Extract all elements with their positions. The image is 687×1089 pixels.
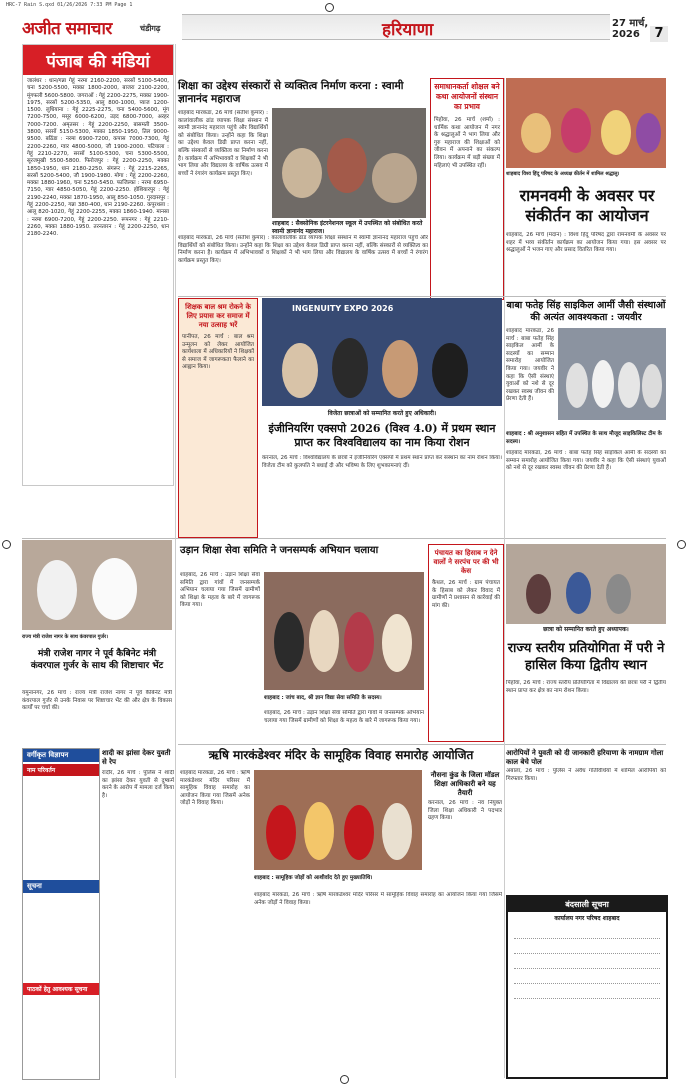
article-headline: पंचायत का हिसाब न देने वालों ने सरपंच पर की भी केस <box>433 548 499 575</box>
article-photo <box>506 78 666 168</box>
masthead <box>22 14 667 40</box>
article-box <box>430 78 504 300</box>
article-headline: ऋषि मारकंडेश्वर मंदिर के सामूहिक विवाह समारोह आयोजित <box>208 748 474 762</box>
photo-caption: राज्य मंत्री राजेश नागर के साथ कंवरपाल गुर्जर। <box>22 634 109 640</box>
notice-title: बंदसाली सूचना <box>508 897 666 912</box>
article-headline: बाबा फतेह सिंह साइकिल आर्मी जैसी संस्थाओं की अत्यंत आवश्यकता : जयवीर <box>506 300 666 323</box>
article-headline: नौसना कुंड के जिला मॉडल शिक्षा आधिकारी बने यह तैयारी <box>430 770 500 797</box>
article-body: शाहबाद मारकंडा, 26 मार्च (सतीश कुमार) : कालांवालीक ढांड व्यापक शिक्षा संस्थान में स्वामी ज्ञानानंद महाराज पहुंचे और विद्यार्थियों को संबोधित किया। उन्होंने कहा कि शिक्षा का उद्देश्य केवल डिग्री प्राप्त करना नहीं, बल्कि संस्कारों से व्यक्तित्व का निर्माण करना है। कार्यक्रम में अभिभावकों व शिक्षकों ने भी भाग लिया और विद्यालय के वार्षिक उत्सव में बच्चों ने रंगारंग कार्यक्रम प्रस्तुत किए। <box>178 110 268 177</box>
article-photo <box>506 544 666 624</box>
article-box <box>428 544 504 742</box>
reader-notice-head: पाठकों हेतु आवश्यक सूचना <box>23 983 99 995</box>
public-notice-box <box>506 895 668 1079</box>
article-headline: शादी का झांसा देकर युवती से रेप <box>102 748 171 766</box>
notice-office: कार्यालय नगर परिषद शाहबाद <box>554 915 620 922</box>
photo-caption: शाहबाद : सामूहिक जोड़ों को आशीर्वाद देते हुए मुख्यातिथि। <box>254 875 373 881</box>
article-body: शाहबाद, 26 मार्च (मदान) : विश्व हिंदू परिषद द्वारा रामनवमी के अवसर पर शहर में भव्य संकीर्तन कार्यक्रम का आयोजन किया गया। इस अवसर पर श्रद्धालुओं ने भजन गाए और प्रसाद वितरित किया गया। <box>506 232 666 254</box>
article-body-cont: शाहबाद मारकंडा, 26 मार्च : बाबा फतेह सिंह साइकिल आर्मी के सदस्यों का सम्मान समारोह आयोजित किया गया। जयवीर ने कहा कि ऐसी संस्थाएं युवाओं को नशे से दूर रखकर स्वस्थ जीवन की प्रेरणा देती हैं। <box>506 450 666 472</box>
classifieds-box <box>22 748 100 1080</box>
article-photo <box>272 108 426 218</box>
photo-caption: शाहबाद : जांच बाद, श्री ज्ञान विद्या सेवा समिति के सदस्य। <box>264 695 382 701</box>
article-body: पानीपत, 26 मार्च : बाल श्रम उन्मूलन को लेकर आयोजित कार्यशाला में अधिकारियों ने शिक्षकों से समाज में जागरूकता फैलाने का आह्वान किया। <box>182 334 254 371</box>
photo-caption: छात्रा को सम्मानित करते हुए अध्यापक। <box>543 626 629 633</box>
article-headline: आरोपियों ने युवती को दी जानकारी हरियाणा के नामग्राम गोला काल बेचे पोल <box>506 748 664 766</box>
article-body: करनाल, 26 मार्च : नव नियुक्त जिला शिक्षा अधिकारी ने पदभार ग्रहण किया। <box>428 800 502 822</box>
article-headline: इंजीनियरिंग एक्सपो 2026 (विश्व 4.0) में प्रथम स्थान प्राप्त कर विश्वविद्यालय का नाम किया रोशन <box>268 422 496 449</box>
article-body-cont: शाहबाद मारकंडा, 26 मार्च (सतीश कुमार) : कालांवालीक ढांड व्यापक शिक्षा संस्थान में स्वामी ज्ञानानंद महाराज पहुंचे और विद्यार्थियों को संबोधित किया। उन्होंने कहा कि शिक्षा का उद्देश्य केवल डिग्री प्राप्त करना नहीं, बल्कि संस्कारों से व्यक्तित्व का निर्माण करना है। कार्यक्रम में अभिभावकों व शिक्षकों ने भी भाग लिया और विद्यालय के वार्षिक उत्सव में बच्चों ने रंगारंग कार्यक्रम प्रस्तुत किए। <box>178 235 428 264</box>
article-headline: मंत्री राजेश नागर ने पूर्व कैबिनेट मंत्री कंवरपाल गुर्जर के साथ की शिष्टाचार भेंट <box>30 649 164 671</box>
registration-mark <box>677 540 686 549</box>
article-body-cont: शाहबाद, 26 मार्च : उड़ान शिक्षा सेवा समिति द्वारा गांवों में जनसम्पर्क अभियान चलाया गया जिसमें ग्रामीणों को शिक्षा के महत्व के बारे में जागरूक किया गया। <box>264 710 424 724</box>
article-body: शाहबाद मारकंडा, 26 मार्च : बाबा फतेह सिंह साइकिल आर्मी के सदस्यों का सम्मान समारोह आयोजित किया गया। जयवीर ने कहा कि ऐसी संस्थाएं युवाओं को नशे से दूर रखकर स्वस्थ जीवन की प्रेरणा देती हैं। <box>506 328 554 403</box>
photo-caption: विजेता छात्राओं को सम्मानित करते हुए अधिकारी। <box>327 410 437 417</box>
article-body: अंबाला, 26 मार्च : पुलिस ने अवैध गतिविधियों में शामिल आरोपियों को गिरफ्तार किया। <box>506 768 666 782</box>
article-photo <box>254 770 422 870</box>
article-headline: शिक्षा का उद्देश्य संस्कारों से व्यक्तित्व निर्माण करना : स्वामी ज्ञानानंद महाराज <box>178 80 404 105</box>
edition-city: चंडीगढ़ <box>140 24 161 33</box>
newspaper-logo: अजीत समाचार <box>22 19 112 39</box>
article-photo <box>558 328 666 420</box>
article-photo <box>262 298 502 406</box>
article-headline: शिक्षक बाल श्रम रोकने के लिए प्रयास कर समाज में नया उत्साह भरें <box>185 302 251 329</box>
mandi-title: पंजाब की मंडियां <box>23 45 173 75</box>
print-slug: HRC-7 Rain S.qxd 01/26/2026 7:33 PM Page 1 <box>6 2 133 8</box>
issue-date: 27 मार्च, 2026 <box>612 18 649 40</box>
classifieds-head: वर्गीकृत विज्ञापन <box>23 749 99 762</box>
page-number: 7 <box>650 26 668 42</box>
article-photo <box>22 540 172 630</box>
article-headline: राज्य स्तरीय प्रतियोगिता में परी ने हासिल किया द्वितीय स्थान <box>507 641 665 673</box>
expo-banner: INGENUITY EXPO 2026 <box>292 304 394 313</box>
article-body: शाहबाद, 26 मार्च : उड़ान शिक्षा सेवा समिति द्वारा गांवों में जनसम्पर्क अभियान चलाया गया जिसमें ग्रामीणों को शिक्षा के महत्व के बारे में जागरूक किया गया। <box>180 572 260 609</box>
section-title: हरियाणा <box>382 20 434 40</box>
registration-mark <box>325 3 334 12</box>
article-headline: समाधानकर्ता शोक्षल बने कथा आयोजनों संस्थान का प्रभाव <box>434 82 500 111</box>
article-body: पिहोवा, 26 मार्च : राज्य स्तरीय प्रतियोगिता में विद्यालय की छात्रा परी ने द्वितीय स्थान प्राप्त कर क्षेत्र का नाम रोशन किया। <box>506 680 666 694</box>
article-photo <box>264 572 424 690</box>
article-body: रादौर, 26 मार्च : पुलिस ने शादी का झांसा देकर युवती से दुष्कर्म करने के आरोप में मामला दर्ज किया है। <box>102 770 174 799</box>
article-body: करनाल, 26 मार्च : विश्वविद्यालय के छात्रों ने इंजीनियरिंग एक्सपो में प्रथम स्थान प्राप्त कर संस्थान का नाम रोशन किया। विजेता टीम को कुलपति ने बधाई दी और भविष्य के लिए शुभकामनाएं दीं। <box>262 455 502 469</box>
classified-text <box>23 776 99 880</box>
article-body: शाहबाद मारकंडा, 26 मार्च : ऋषि मारकंडेश्वर मंदिर परिसर में सामूहिक विवाह समारोह का आयोजन किया गया जिसमें अनेक जोड़ों ने विवाह किया। <box>180 770 250 807</box>
photo-caption: शाहबाद विश्व हिंदू परिषद के अध्यक्ष कीर्तन में शामिल श्रद्धालु। <box>506 171 620 177</box>
article-headline: उड़ान शिक्षा सेवा समिति ने जनसम्पर्क अभियान चलाया <box>180 545 379 556</box>
photo-caption: शाहबाद : सैक्सोनिक इंटरनेशनल स्कूल में उपस्थित को संबोधित करते स्वामी ज्ञानानंद महाराज। <box>272 220 423 235</box>
article-box <box>178 298 258 538</box>
mandi-rates-text: जालंधर : धान/गन्ना गेहूं नरमा 2160-2200, सरसों 5100-5400, चना 5200-5500, मक्का 1800-2000, बाजरा 2100-2200, मूंगफली 5600-5800. जगराओं : गेहूं 2200-2275, मक्का 1900-1975, सरसों 5200-5350, आलू 800-1000, प्याज 1200-1500. लुधियाना : गेहूं 2225-2275, चना 5400-5600, मूंग 7200-7500, मसूर 6000-6200, उड़द 6800-7000, अरहर 7000-7200. अमृतसर : गेहूं 2200-2250, बासमती 3500-3800, सरसों 5150-5300, मक्का 1850-1950, तिल 9000-9500. बठिंडा : नरमा 6900-7200, कपास 7000-7300, गेहूं 2200-2260, ग्वार 4800-5000, जौ 1900-2000. पटियाला : गेहूं 2210-2270, सरसों 5100-5300, चना 5300-5500, सूरजमुखी 5500-5800. फिरोजपुर : गेहूं 2200-2250, मक्का 1850-1950, धान 2180-2250. संगरूर : गेहूं 2215-2265, सरसों 5200-5400, जौ 1900-1980. मोगा : गेहूं 2200-2260, मक्का 1880-1960, चना 5250-5450. फाजिल्का : नरमा 6950-7150, ग्वार 4850-5050, गेहूं 2200-2250. होशियारपुर : गेहूं 2190-2240, मक्का 1870-1950, आलू 850-1050. गुरदासपुर : गेहूं 2200-2250, गन्ना 380-400, धान 2190-2260. कपूरथला : आलू 820-1020, गेहूं 2200-2255, मक्का 1860-1940. मानसा : नरमा 6900-7200, गेहूं 2200-2250. रूपनगर : गेहूं 2210-2260, मक्का 1880-1950. तरनतारन : गेहूं 2200-2250, धान 2180-2240. <box>27 78 169 238</box>
article-headline: रामनवमी के अवसर पर संकीर्तन का आयोजन <box>519 186 655 225</box>
registration-mark <box>340 1075 349 1084</box>
classifieds-sub: नाम परिवर्तन <box>23 764 99 776</box>
article-body-cont: शाहबाद मारकंडा, 26 मार्च : ऋषि मारकंडेश्वर मंदिर परिसर में सामूहिक विवाह समारोह का आयोजन किया गया जिसमें अनेक जोड़ों ने विवाह किया। <box>254 892 502 906</box>
article-body: कैथल, 26 मार्च : ग्राम पंचायत के हिसाब को लेकर विवाद में ग्रामीणों ने प्रशासन से कार्रवाई की मांग की। <box>432 580 500 609</box>
photo-caption: शाहबाद : श्री अनुशासन सहित में उपस्थित के साथ मौजूद साइकिलिस्ट टीम के सदस्य। <box>506 431 662 445</box>
mandi-rates-box <box>22 44 174 486</box>
registration-mark <box>2 540 11 549</box>
article-body: पिहोवा, 26 मार्च (शर्मा) : धार्मिक कथा आयोजन में नगर के श्रद्धालुओं ने भाग लिया और गुरु महाराज की शिक्षाओं को जीवन में अपनाने का संकल्प लिया। कार्यक्रम में बड़ी संख्या में महिलाएं भी उपस्थित रहीं। <box>434 117 500 169</box>
article-body: यमुनानगर, 26 मार्च : राज्य मंत्री राजेश नागर ने पूर्व कैबिनेट मंत्री कंवरपाल गुर्जर से उनके निवास पर शिष्टाचार भेंट की और क्षेत्र के विकास कार्यों पर चर्चा की। <box>22 690 172 712</box>
notice-head: सूचना <box>23 880 99 893</box>
section-band <box>182 14 610 40</box>
